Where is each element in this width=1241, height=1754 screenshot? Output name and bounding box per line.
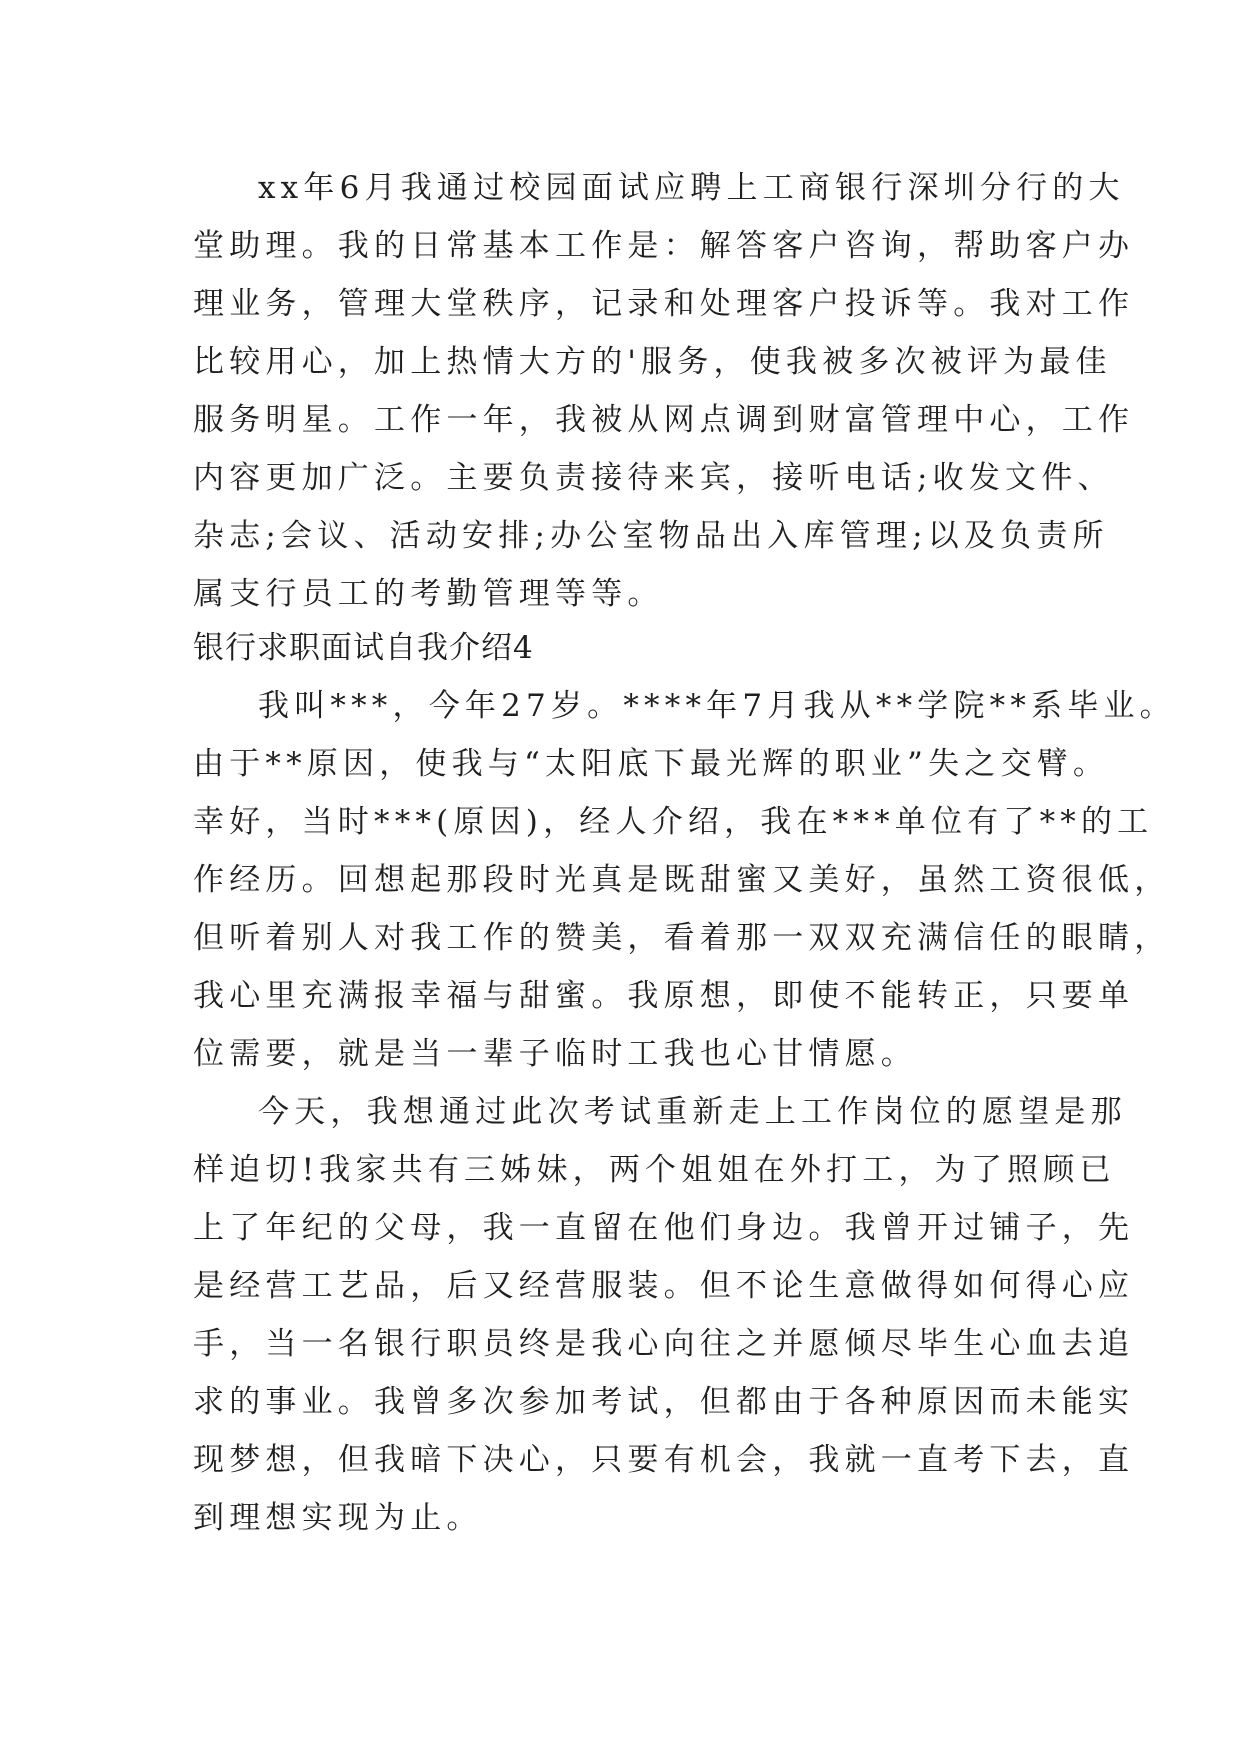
paragraph-3-line: 今天，我想通过此次考试重新走上工作岗位的愿望是那 — [258, 1094, 1127, 1130]
paragraph-2-line: 我心里充满报幸福与甜蜜。我原想，即使不能转正，只要单 — [193, 978, 1135, 1014]
paragraph-3-line: 是经营工艺品，后又经营服装。但不论生意做得如何得心应 — [193, 1268, 1135, 1304]
paragraph-1-line: 属支行员工的考勤管理等等。 — [193, 576, 664, 612]
paragraph-1-line: 杂志;会议、活动安排;办公室物品出入库管理;以及负责所 — [193, 518, 1109, 554]
paragraph-3-line: 手，当一名银行职员终是我心向往之并愿倾尽毕生心血去追 — [193, 1326, 1135, 1362]
paragraph-3-line: 现梦想，但我暗下决心，只要有机会，我就一直考下去，直 — [193, 1442, 1135, 1478]
paragraph-2-line: 位需要，就是当一辈子临时工我也心甘情愿。 — [193, 1036, 917, 1072]
paragraph-2-line: 但听着别人对我工作的赞美，看着那一双双充满信任的眼睛， — [193, 920, 1171, 956]
paragraph-3-line: 上了年纪的父母，我一直留在他们身边。我曾开过铺子，先 — [193, 1210, 1135, 1246]
paragraph-3-line: 样迫切!我家共有三姊妹，两个姐姐在外打工，为了照顾已 — [193, 1152, 1116, 1188]
paragraph-1-line: 服务明星。工作一年，我被从网点调到财富管理中心，工作 — [193, 402, 1135, 438]
paragraph-1-line: 内容更加广泛。主要负责接待来宾，接听电话;收发文件、 — [193, 460, 1114, 496]
paragraph-1-line: xx年6月我通过校园面试应聘上工商银行深圳分行的大 — [258, 170, 1125, 206]
paragraph-3-line: 到理想实现为止。 — [193, 1500, 483, 1536]
paragraph-1-line: 理业务，管理大堂秩序，记录和处理客户投诉等。我对工作 — [193, 286, 1135, 322]
paragraph-3-line: 求的事业。我曾多次参加考试，但都由于各种原因而未能实 — [193, 1384, 1135, 1420]
section-heading: 银行求职面试自我介绍4 — [193, 630, 534, 666]
paragraph-1-line: 堂助理。我的日常基本工作是：解答客户咨询，帮助客户办 — [193, 228, 1135, 264]
paragraph-2-line: 幸好，当时***(原因)，经人介绍，我在***单位有了**的工 — [193, 804, 1154, 840]
paragraph-2-line: 由于**原因，使我与“太阳底下最光辉的职业”失之交臂。 — [193, 746, 1110, 782]
paragraph-1-line: 比较用心，加上热情大方的'服务，使我被多次被评为最佳 — [193, 344, 1112, 380]
paragraph-2-line: 我叫***，今年27岁。****年7月我从**学院**系毕业。 — [258, 688, 1176, 724]
paragraph-2-line: 作经历。回想起那段时光真是既甜蜜又美好，虽然工资很低， — [193, 862, 1171, 898]
